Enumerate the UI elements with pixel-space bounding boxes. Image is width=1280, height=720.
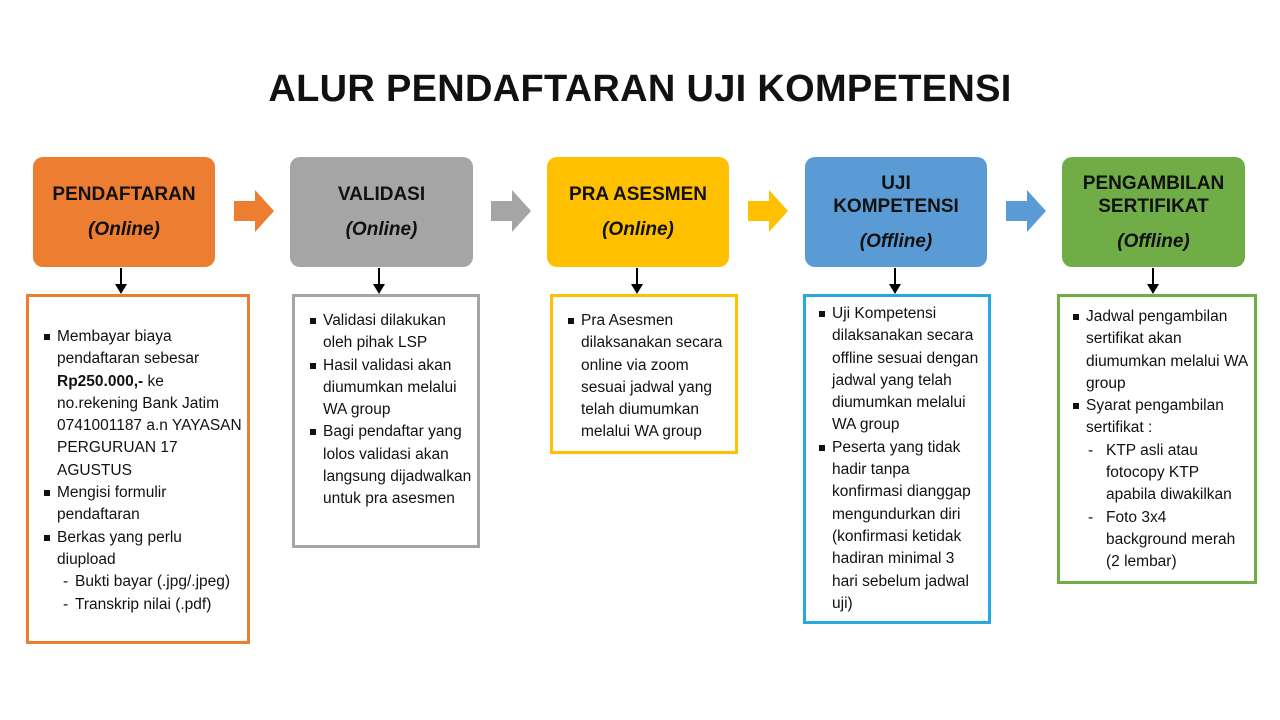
down-arrow-icon	[631, 268, 643, 294]
down-arrow-icon	[115, 268, 127, 294]
sub-list-item: - Transkrip nilai (.pdf)	[63, 594, 243, 616]
right-arrow-icon	[1006, 190, 1046, 232]
down-arrow-icon	[1147, 268, 1159, 294]
page-title: ALUR PENDAFTARAN UJI KOMPETENSI	[268, 68, 1012, 110]
step-name: PENDAFTARAN	[52, 184, 196, 205]
list-item: Uji Kompetensi dilaksanakan secara offline sesuai dengan jadwal yang telah diumumkan melalui WA group	[814, 303, 984, 437]
desc-box-pendaftaran	[26, 294, 250, 644]
list-item	[39, 326, 243, 482]
step-pendaftaran	[33, 157, 215, 267]
item-text: Membayar biaya pendaftaran sebesar	[57, 328, 200, 368]
step-mode: (Offline)	[859, 230, 933, 252]
list-item: Validasi dilakukan oleh pihak LSP	[305, 310, 473, 355]
step-name: PENGAMBILAN SERTIFIKAT	[1082, 172, 1225, 217]
step-pra-asesmen	[547, 157, 729, 267]
list-item: Hasil validasi akan diumumkan melalui WA group	[305, 355, 473, 422]
right-arrow-icon	[491, 190, 531, 232]
step-mode: (Online)	[88, 219, 160, 240]
item-amount: Rp250.000,-	[57, 372, 144, 390]
list-item: Mengisi formulir pendaftaran	[39, 482, 243, 527]
step-validasi	[290, 157, 473, 267]
list-item: Pra Asesmen dilaksanakan secara online via zoom sesuai jadwal yang telah diumumkan melalui WA group	[563, 310, 731, 444]
down-arrow-icon	[373, 268, 385, 294]
step-mode: (Online)	[602, 219, 674, 240]
item-text: ke no.rekening Bank Jatim 0741001187 a.n YAYASAN PERGURUAN 17 AGUSTUS	[57, 372, 242, 479]
step-uji-kompetensi	[805, 157, 987, 267]
step-name: PRA ASESMEN	[569, 184, 707, 205]
desc-box-validasi	[292, 294, 480, 548]
step-mode: (Online)	[345, 219, 418, 240]
step-mode: (Offline)	[1117, 230, 1190, 252]
sub-list-item: - Foto 3x4 background merah (2 lembar)	[1088, 507, 1250, 574]
desc-box-pengambilan-sertifikat	[1057, 294, 1257, 584]
right-arrow-icon	[748, 190, 788, 232]
desc-box-pra-asesmen	[550, 294, 738, 454]
right-arrow-icon	[234, 190, 274, 232]
step-name: UJI KOMPETENSI	[833, 172, 959, 217]
list-item: Jadwal pengambilan sertifikat akan diumumkan melalui WA group	[1068, 306, 1250, 395]
list-item: Berkas yang perlu diupload	[39, 527, 243, 572]
desc-box-uji-kompetensi	[803, 294, 991, 624]
sub-list-item: - KTP asli atau fotocopy KTP apabila diwakilkan	[1088, 440, 1250, 507]
down-arrow-icon	[889, 268, 901, 294]
list-item: Syarat pengambilan sertifikat :	[1068, 395, 1250, 440]
list-item: Bagi pendaftar yang lolos validasi akan langsung dijadwalkan untuk pra asesmen	[305, 421, 473, 510]
list-item: Peserta yang tidak hadir tanpa konfirmasi dianggap mengundurkan diri (konfirmasi ketidak hadiran minimal 3 hari sebelum jadwal uji)	[814, 437, 984, 615]
step-pengambilan-sertifikat	[1062, 157, 1245, 267]
step-name: VALIDASI	[337, 184, 426, 205]
sub-list-item: - Bukti bayar (.jpg/.jpeg)	[63, 571, 243, 593]
